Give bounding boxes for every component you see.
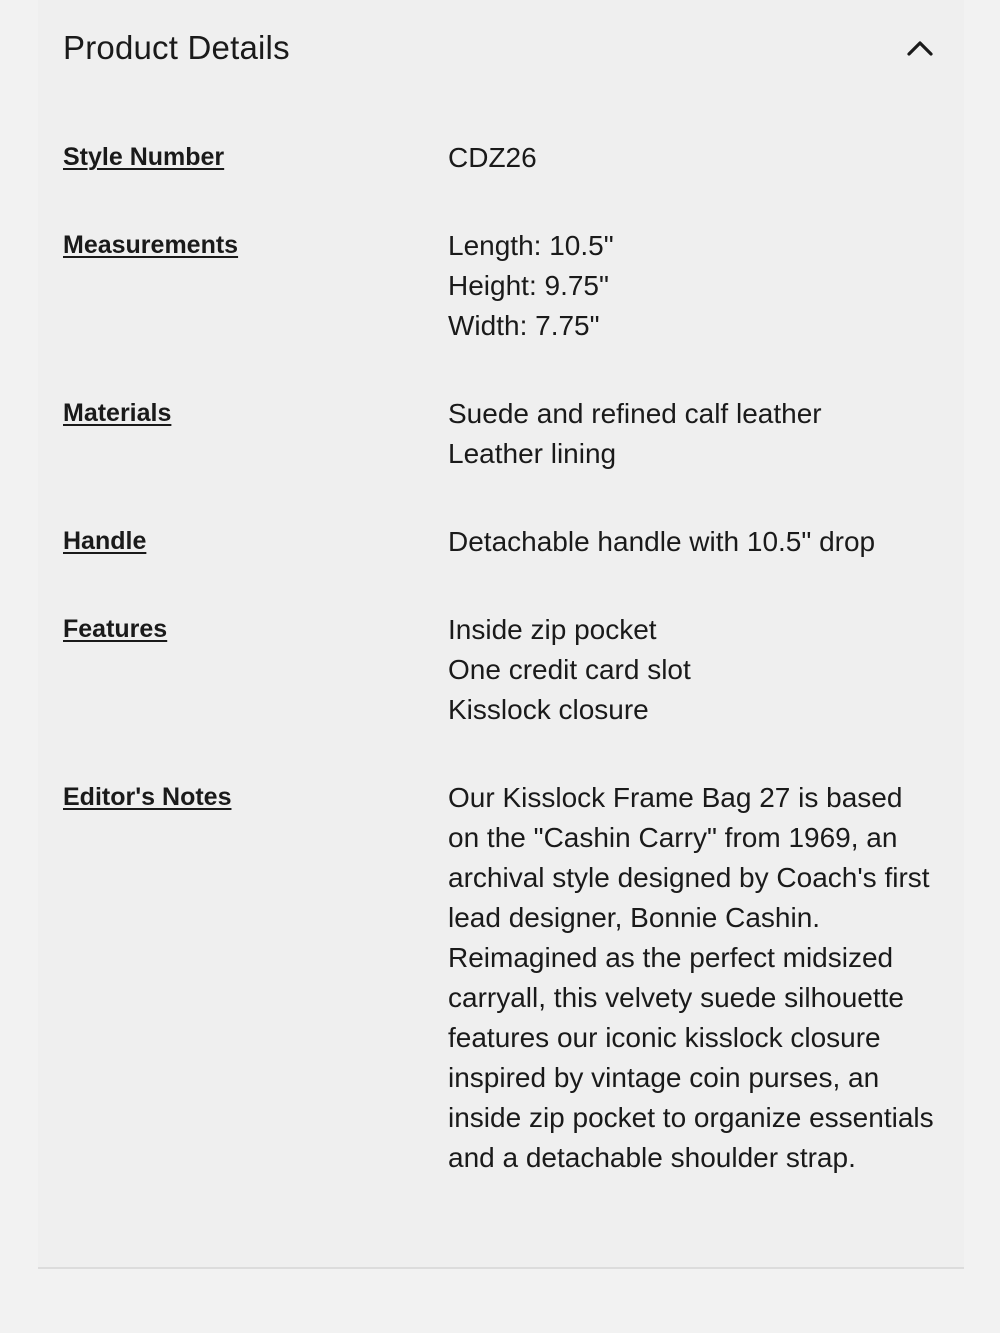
style-number-label: Style Number: [63, 143, 225, 171]
product-details-header[interactable]: [63, 28, 938, 72]
section-divider: [38, 1267, 964, 1269]
feature-line: Kisslock closure: [448, 694, 649, 725]
features-value: [448, 610, 938, 730]
material-line: Suede and refined calf leather: [448, 398, 822, 429]
chevron-up-icon: [906, 38, 934, 58]
measurement-height: Height: 9.75": [448, 270, 609, 301]
collapse-toggle-button[interactable]: [902, 30, 938, 66]
measurement-width: Width: 7.75": [448, 310, 600, 341]
measurements-value: [448, 226, 938, 346]
measurement-length: Length: 10.5": [448, 230, 614, 261]
detail-row-style-number: [63, 140, 943, 178]
detail-row-handle: [63, 524, 943, 562]
editors-notes-value: [448, 778, 938, 1178]
materials-label: Materials: [63, 399, 172, 427]
editors-notes-label: Editor's Notes: [63, 783, 232, 811]
handle-label: Handle: [63, 527, 147, 555]
handle-value: [448, 522, 938, 562]
detail-row-editors-notes: [63, 780, 943, 1178]
detail-row-materials: [63, 396, 943, 474]
features-label: Features: [63, 615, 168, 643]
feature-line: One credit card slot: [448, 654, 691, 685]
style-number-text: CDZ26: [448, 142, 537, 173]
detail-row-features: [63, 612, 943, 730]
material-line: Leather lining: [448, 438, 617, 469]
detail-row-measurements: [63, 228, 943, 346]
details-list: [63, 140, 943, 1228]
section-title: Product Details: [63, 29, 290, 66]
materials-value: [448, 394, 938, 474]
handle-text: Detachable handle with 10.5" drop: [448, 526, 876, 557]
measurements-label: Measurements: [63, 231, 239, 259]
style-number-value: [448, 138, 938, 178]
editors-notes-text: Our Kisslock Frame Bag 27 is based on the "Cashin Carry" from 1969, an archival style designed by Coach's first lead designer, Bonnie Cashin. Reimagined as the perfect midsized carryall, this velvety suede silhouette features our iconic kisslock closure inspired by vintage coin purses, an inside zip pocket to organize essentials and a detachable shoulder strap.: [448, 782, 934, 1173]
feature-line: Inside zip pocket: [448, 614, 657, 645]
